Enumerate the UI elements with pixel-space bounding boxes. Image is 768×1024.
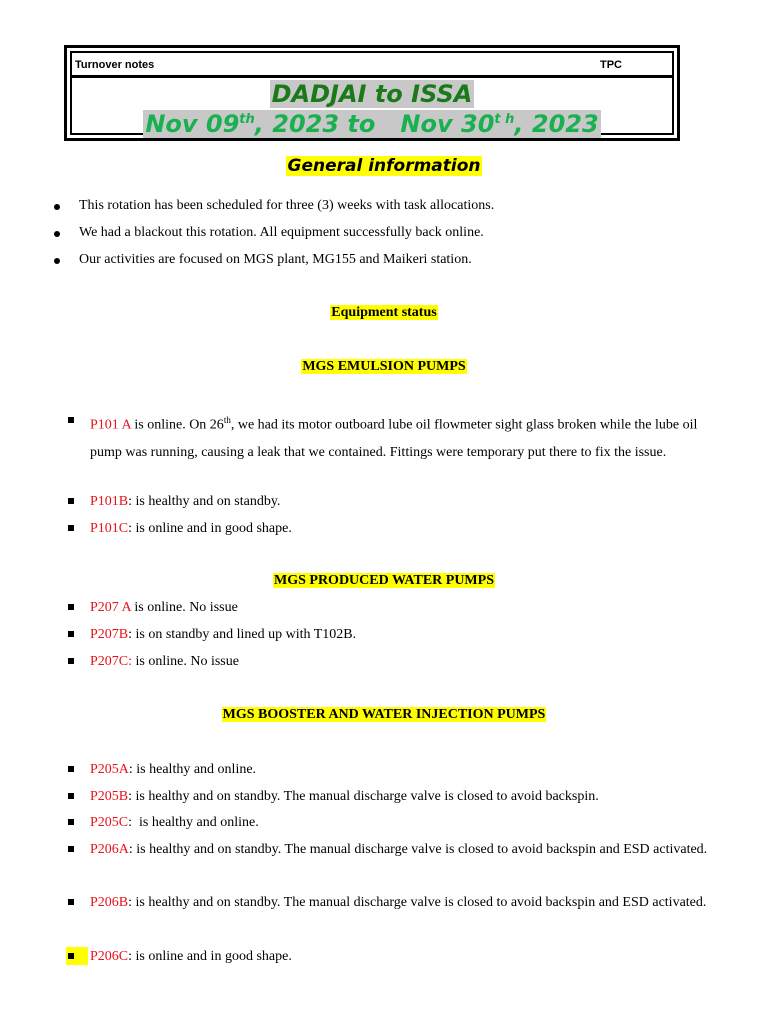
pump-id: P101 A bbox=[90, 417, 131, 433]
square-bullet-icon bbox=[68, 899, 74, 905]
pump-id: P205A bbox=[90, 762, 129, 777]
square-bullet-icon bbox=[68, 631, 74, 637]
header-inner-frame bbox=[70, 51, 674, 138]
pump-item-text: P205B: is healthy and on standby. The manual discharge valve is closed to avoid backspin. bbox=[90, 789, 599, 804]
square-bullet-icon bbox=[68, 953, 74, 959]
pump-id: P205B bbox=[90, 789, 129, 804]
rotation-title: DADJAI to ISSA bbox=[271, 80, 473, 108]
rotation-dates: Nov 09th, 2023 to Nov $30^{t h}$, 2023 bbox=[145, 110, 599, 138]
pump-item-text: P207 A is online. No issue bbox=[90, 600, 238, 615]
turnover-notes-label: Turnover notes bbox=[75, 59, 155, 71]
pump-item-text: P101 A is online. On 26th, we had its motor outboard lube oil flowmeter sight glass broken while the lube oil pump was running, causing a leak that we contained. Fittings were temporary put there to fix the issue. bbox=[90, 415, 698, 460]
pump-item-text: P205A: is healthy and online. bbox=[90, 762, 257, 777]
square-bullet-icon bbox=[68, 498, 74, 504]
square-bullet-icon bbox=[68, 658, 74, 664]
pump-item-text: P101C: is online and in good shape. bbox=[90, 521, 292, 536]
general-information-heading: General information bbox=[287, 156, 481, 176]
square-bullet-icon bbox=[68, 846, 74, 852]
booster-pumps-heading: MGS BOOSTER AND WATER INJECTION PUMPS bbox=[222, 707, 546, 722]
bullet-dot-icon bbox=[54, 231, 60, 237]
pump-id: P207C: bbox=[90, 654, 133, 669]
square-bullet-icon bbox=[68, 604, 74, 610]
emulsion-pumps-heading: MGS EMULSION PUMPS bbox=[302, 359, 466, 374]
header-title-area bbox=[72, 78, 672, 138]
pump-item-text: P101B: is healthy and on standby. bbox=[90, 494, 281, 509]
pump-id: P101B bbox=[90, 494, 129, 509]
turnover-header-box bbox=[64, 45, 680, 141]
pump-item-text: P206A: is healthy and on standby. The manual discharge valve is closed to avoid backspin and ESD activated. bbox=[90, 842, 708, 857]
bullet-text: Our activities are focused on MGS plant, MG155 and Maikeri station. bbox=[79, 252, 472, 267]
bullet-dot-icon bbox=[54, 204, 60, 210]
bullet-text: This rotation has been scheduled for three (3) weeks with task allocations. bbox=[79, 198, 495, 213]
square-bullet-icon bbox=[68, 766, 74, 772]
pump-id: P206B bbox=[90, 895, 129, 910]
square-bullet-icon bbox=[68, 819, 74, 825]
square-bullet-icon bbox=[68, 417, 74, 423]
equipment-status-heading: Equipment status bbox=[331, 305, 437, 320]
pump-id: P207 A bbox=[90, 600, 131, 615]
pump-id: P101C bbox=[90, 521, 129, 536]
pump-item-text: P207B: is on standby and lined up with T102B. bbox=[90, 627, 357, 642]
pump-id: P207B bbox=[90, 627, 129, 642]
pump-item-text: P206C: is online and in good shape. bbox=[90, 949, 292, 964]
pump-id: P206C bbox=[90, 949, 129, 964]
pump-item-text: P206B: is healthy and on standby. The manual discharge valve is closed to avoid backspin and ESD activated. bbox=[90, 895, 707, 910]
tpc-label: TPC bbox=[600, 59, 622, 71]
header-label-row bbox=[72, 53, 672, 78]
bullet-text: We had a blackout this rotation. All equipment successfully back online. bbox=[79, 225, 484, 240]
pump-item-text: P205C: is healthy and online. bbox=[90, 815, 259, 830]
square-bullet-icon bbox=[68, 793, 74, 799]
pump-item-text: P207C: is online. No issue bbox=[90, 654, 239, 669]
produced-water-pumps-heading: MGS PRODUCED WATER PUMPS bbox=[274, 573, 494, 588]
pump-id: P206A bbox=[90, 842, 129, 857]
bullet-dot-icon bbox=[54, 258, 60, 264]
square-bullet-icon bbox=[68, 525, 74, 531]
pump-id: P205C bbox=[90, 815, 129, 830]
